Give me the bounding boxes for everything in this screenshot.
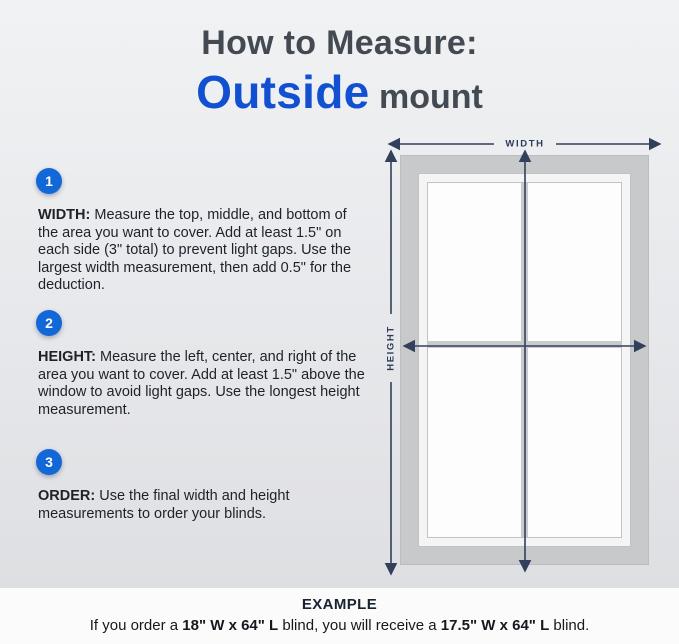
example-footer xyxy=(0,588,679,644)
step-2-body: Measure the left, center, and right of the area you want to cover. Add at least 1.5" above the window to avoid light gaps. Use the longest height measurement. xyxy=(38,349,365,418)
width-measure-label: WIDTH xyxy=(505,138,545,150)
example-part1: If you order a xyxy=(89,617,183,634)
step-3-text xyxy=(38,488,368,523)
step-1 xyxy=(36,168,368,295)
window-frame xyxy=(400,155,649,565)
example-text xyxy=(0,617,679,634)
step-2 xyxy=(36,310,368,419)
window-pane xyxy=(428,183,521,341)
window-sash xyxy=(419,174,630,546)
step-1-label: WIDTH: xyxy=(38,207,91,223)
step-2-number-badge: 2 xyxy=(36,310,62,336)
title-line1: How to Measure: xyxy=(201,24,478,62)
title-line2 xyxy=(0,65,679,119)
step-1-body: Measure the top, middle, and bottom of the area you want to cover. Add at least 1.5" on each side (3" total) to prevent light gaps. Use the largest width measurement, then add 0.5" for the deduction. xyxy=(38,207,352,293)
step-3 xyxy=(36,449,368,523)
example-receive-size: 17.5" W x 64" L xyxy=(440,617,550,634)
window-pane xyxy=(528,348,621,537)
example-part2: blind, you will receive a xyxy=(278,617,441,634)
title-mount-word: mount xyxy=(369,78,483,116)
window-pane xyxy=(428,348,521,537)
step-2-text xyxy=(38,349,368,419)
example-order-size: 18" W x 64" L xyxy=(182,617,279,634)
step-1-number-badge: 1 xyxy=(36,168,62,194)
step-3-number-badge: 3 xyxy=(36,449,62,475)
step-3-label: ORDER: xyxy=(38,488,96,504)
title-mount-type: Outside xyxy=(196,66,370,118)
page-title xyxy=(0,24,679,119)
step-1-text xyxy=(38,207,368,295)
height-measure-label: HEIGHT xyxy=(385,325,397,371)
example-heading: EXAMPLE xyxy=(301,596,378,613)
window-pane xyxy=(528,183,621,341)
window-glass-grid xyxy=(427,182,622,538)
step-2-label: HEIGHT: xyxy=(38,349,96,365)
example-part3: blind. xyxy=(549,617,590,634)
step-3-body: Use the final width and height measurements to order your blinds. xyxy=(38,488,290,522)
